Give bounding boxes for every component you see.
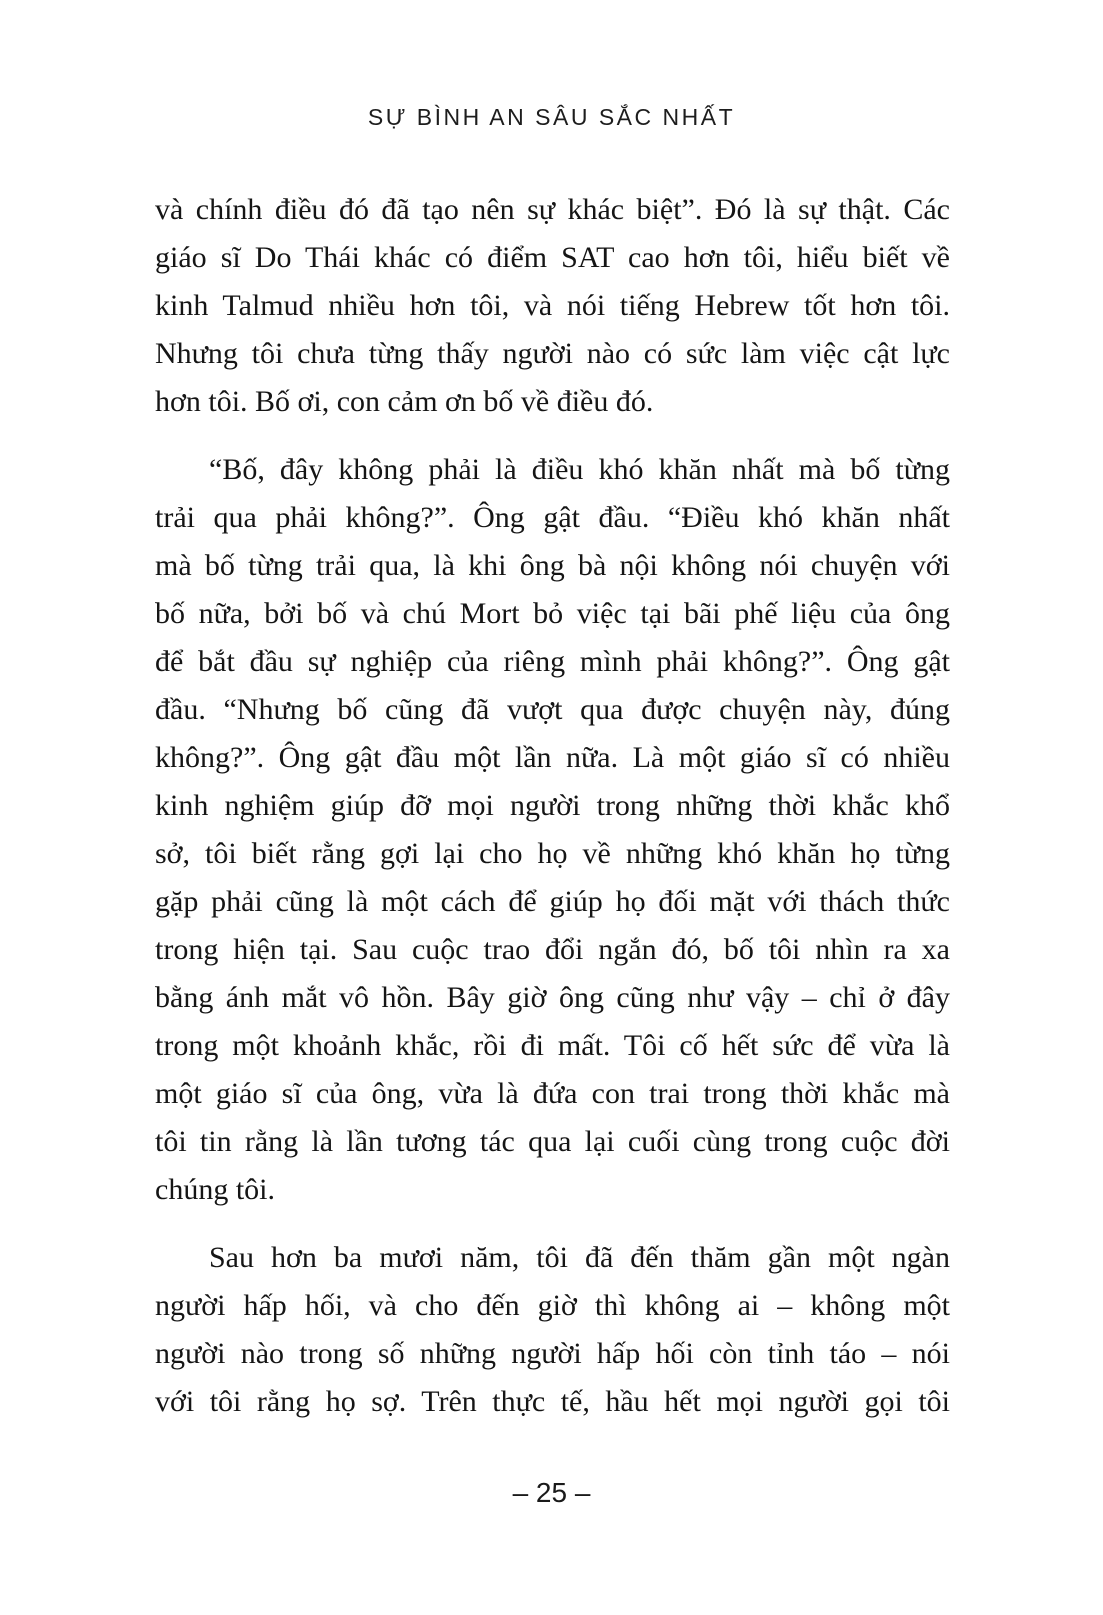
text-line: kinh nghiệm giúp đỡ mọi người trong những thời khắc khổ (155, 789, 950, 822)
text-line: gặp phải cũng là một cách để giúp họ đối mặt với thách thức (155, 885, 950, 918)
text-line: trong một khoảnh khắc, rồi đi mất. Tôi cố hết sức để vừa là (155, 1029, 950, 1062)
text-line: với tôi rằng họ sợ. Trên thực tế, hầu hết mọi người gọi tôi (155, 1385, 950, 1418)
text-line: chúng tôi. (155, 1173, 275, 1206)
page-number: – 25 – (512, 1477, 591, 1508)
text-line: đầu. “Nhưng bố cũng đã vượt qua được chuyện này, đúng (155, 693, 950, 726)
text-line: giáo sĩ Do Thái khác có điểm SAT cao hơn tôi, hiểu biết về (155, 241, 950, 274)
text-line: để bắt đầu sự nghiệp của riêng mình phải không?”. Ông gật (155, 645, 950, 678)
text-line: trong hiện tại. Sau cuộc trao đổi ngắn đó, bố tôi nhìn ra xa (155, 933, 950, 966)
text-line: kinh Talmud nhiều hơn tôi, và nói tiếng Hebrew tốt hơn tôi. (155, 289, 950, 322)
text-line: “Bố, đây không phải là điều khó khăn nhất mà bố từng (209, 453, 950, 486)
text-line: bằng ánh mắt vô hồn. Bây giờ ông cũng như vậy – chỉ ở đây (155, 981, 950, 1014)
text-line: không?”. Ông gật đầu một lần nữa. Là một giáo sĩ có nhiều (155, 741, 950, 774)
text-line: hơn tôi. Bố ơi, con cảm ơn bố về điều đó. (155, 385, 654, 418)
text-line: mà bố từng trải qua, là khi ông bà nội không nói chuyện với (155, 549, 950, 582)
text-line: và chính điều đó đã tạo nên sự khác biệt”. Đó là sự thật. Các (155, 193, 950, 226)
text-line: một giáo sĩ của ông, vừa là đứa con trai trong thời khắc mà (155, 1077, 950, 1110)
text-line: sở, tôi biết rằng gợi lại cho họ về những khó khăn họ từng (155, 837, 950, 870)
text-block (155, 186, 950, 1446)
text-line: người hấp hối, và cho đến giờ thì không ai – không một (155, 1289, 950, 1322)
paragraph (155, 1234, 950, 1426)
text-line: Sau hơn ba mươi năm, tôi đã đến thăm gần một ngàn (209, 1241, 950, 1274)
text-line: bố nữa, bởi bố và chú Mort bỏ việc tại bãi phế liệu của ông (155, 597, 950, 630)
text-line: tôi tin rằng là lần tương tác qua lại cuối cùng trong cuộc đời (155, 1125, 950, 1158)
text-line: Nhưng tôi chưa từng thấy người nào có sức làm việc cật lực (155, 337, 950, 370)
running-header: SỰ BÌNH AN SÂU SẮC NHẤT (367, 104, 736, 130)
text-line: trải qua phải không?”. Ông gật đầu. “Điều khó khăn nhất (155, 501, 950, 534)
text-line: người nào trong số những người hấp hối còn tỉnh táo – nói (155, 1337, 950, 1370)
paragraph (155, 446, 950, 1214)
paragraph (155, 186, 950, 426)
